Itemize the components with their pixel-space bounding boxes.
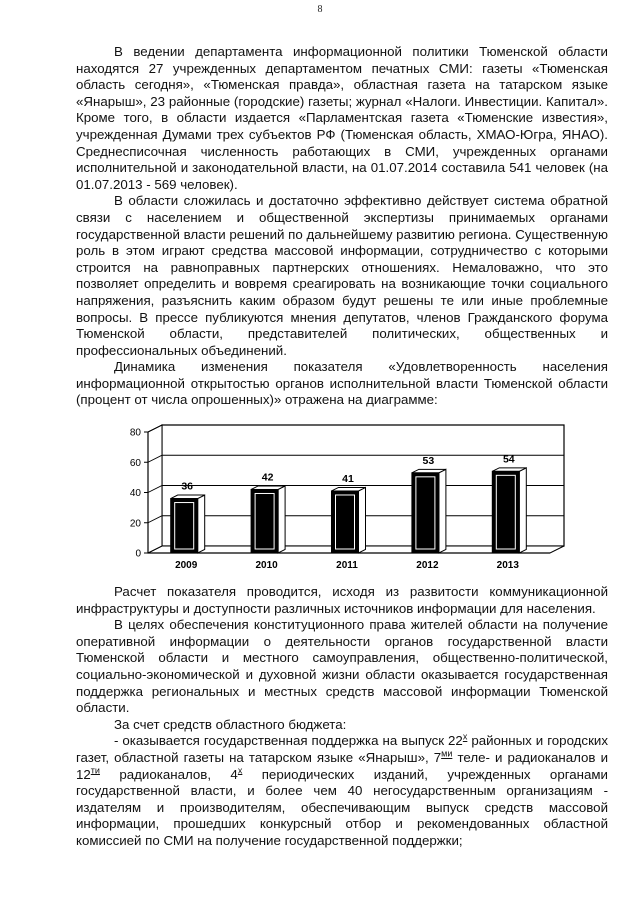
paragraph-media-list: В ведении департамента информационной политики Тюменской области находятся 27 учрежденных департаментом печатных СМИ: газеты «Тюменская область сегодня», «Тюменская правда», областная газета на татарском языке «Янарыш», 23 районные (городские) газеты; журнал «Налоги. Инвестиции. Капитал». Кроме того, в области издается «Парламентская газета «Тюменские известия», учрежденная Думами трех субъектов РФ (Тюменская область, ХМАО-Югра, ЯНАО). Среднесписочная численность работающих в СМИ, учрежденных органами исполнительной и законодательной власти, на 01.07.2014 составила 541 человек (на 01.07.2013 - 569 человек).: [76, 44, 608, 192]
satisfaction-bar-chart: [110, 420, 580, 578]
y-tick-label: 20: [129, 518, 141, 530]
bar-top-face: [171, 495, 205, 499]
y-tick-label: 0: [135, 548, 141, 560]
paragraph-support-item: - оказывается государственная поддержка на выпуск $22^х$ районных и городских газет, областной газеты на татарском языке «Янарыш», $7^{ми}$ теле- и радиоканалов и $12^{ти}$ радиоканалов, $4^х$ периодических изданий, учрежденных органами государственной власти, и более чем 40 негосударственным организациям - издателям и производителям, обеспечивающим выпуск средств массовой информации, прошедших конкурсный отбор и рекомендованных областной комиссией по СМИ на получение государственной поддержки;: [76, 731, 609, 848]
bar-top-face: [251, 486, 285, 490]
bar-top-face: [412, 469, 446, 473]
x-tick-label: 2013: [496, 560, 519, 571]
y-tick-label: 60: [129, 457, 141, 469]
paragraph-chart-intro: Динамика изменения показателя «Удовлетворенность населения информационной открытостью органов исполнительной власти Тюменской области (процент от числа опрошенных)» отражена на диаграмме:: [76, 359, 608, 408]
bar-side-face: [519, 468, 526, 553]
chart-svg: [110, 420, 580, 578]
data-label: 41: [342, 472, 354, 485]
data-label: 42: [261, 471, 274, 484]
bar-top-face: [492, 468, 526, 472]
x-tick-label: 2010: [255, 560, 278, 571]
bar-side-face: [198, 495, 205, 553]
paragraph-budget-intro: За счет средств областного бюджета:: [114, 716, 347, 732]
bar-side-face: [278, 486, 285, 553]
page-number: 8: [317, 4, 323, 15]
top-text-block: [76, 44, 608, 409]
data-label: 54: [502, 453, 515, 466]
x-tick-label: 2012: [416, 560, 439, 571]
y-tick-label: 80: [129, 427, 141, 439]
bottom-text-block: [76, 584, 608, 850]
y-tick-label: 40: [129, 488, 141, 499]
bar-side-face: [359, 487, 366, 553]
paragraph-feedback: В области сложилась и достаточно эффективно действует система обратной связи с населением и общественной экспертизы принимаемых органами государственной власти решений по дальнейшему развитию региона. Существенную роль в этом играют средства массовой информации, сотрудничество с которыми строится на равноправных партнерских отношениях. Немаловажно, что это позволяет определить и вовремя среагировать на возникающие точки социального напряжения, разъяснить каким образом будут решены те или иные проблемные вопросы. В прессе публикуются мнения депутатов, членов Гражданского форума Тюменской области, представителей политических, общественных и профессиональных объединений.: [76, 193, 608, 358]
data-label: 36: [181, 480, 194, 493]
x-tick-label: 2011: [336, 560, 358, 571]
x-tick-label: 2009: [175, 560, 198, 571]
paragraph-constitutional-right: В целях обеспечения конституционного права жителей области на получение оперативной информации о деятельности органов государственной власти Тюменской области и местного самоуправления, общественно-политической, социально-экономической и духовной жизни области оказывается государственная поддержка региональных и местных средств массовой информации Тюменской области.: [76, 617, 608, 716]
paragraph-calculation: Расчет показателя проводится, исходя из развитости коммуникационной инфраструктуры и доступности различных источников информации для населения.: [76, 584, 608, 616]
data-label: 53: [422, 454, 435, 467]
bar-side-face: [439, 469, 446, 553]
bar-top-face: [332, 487, 366, 491]
